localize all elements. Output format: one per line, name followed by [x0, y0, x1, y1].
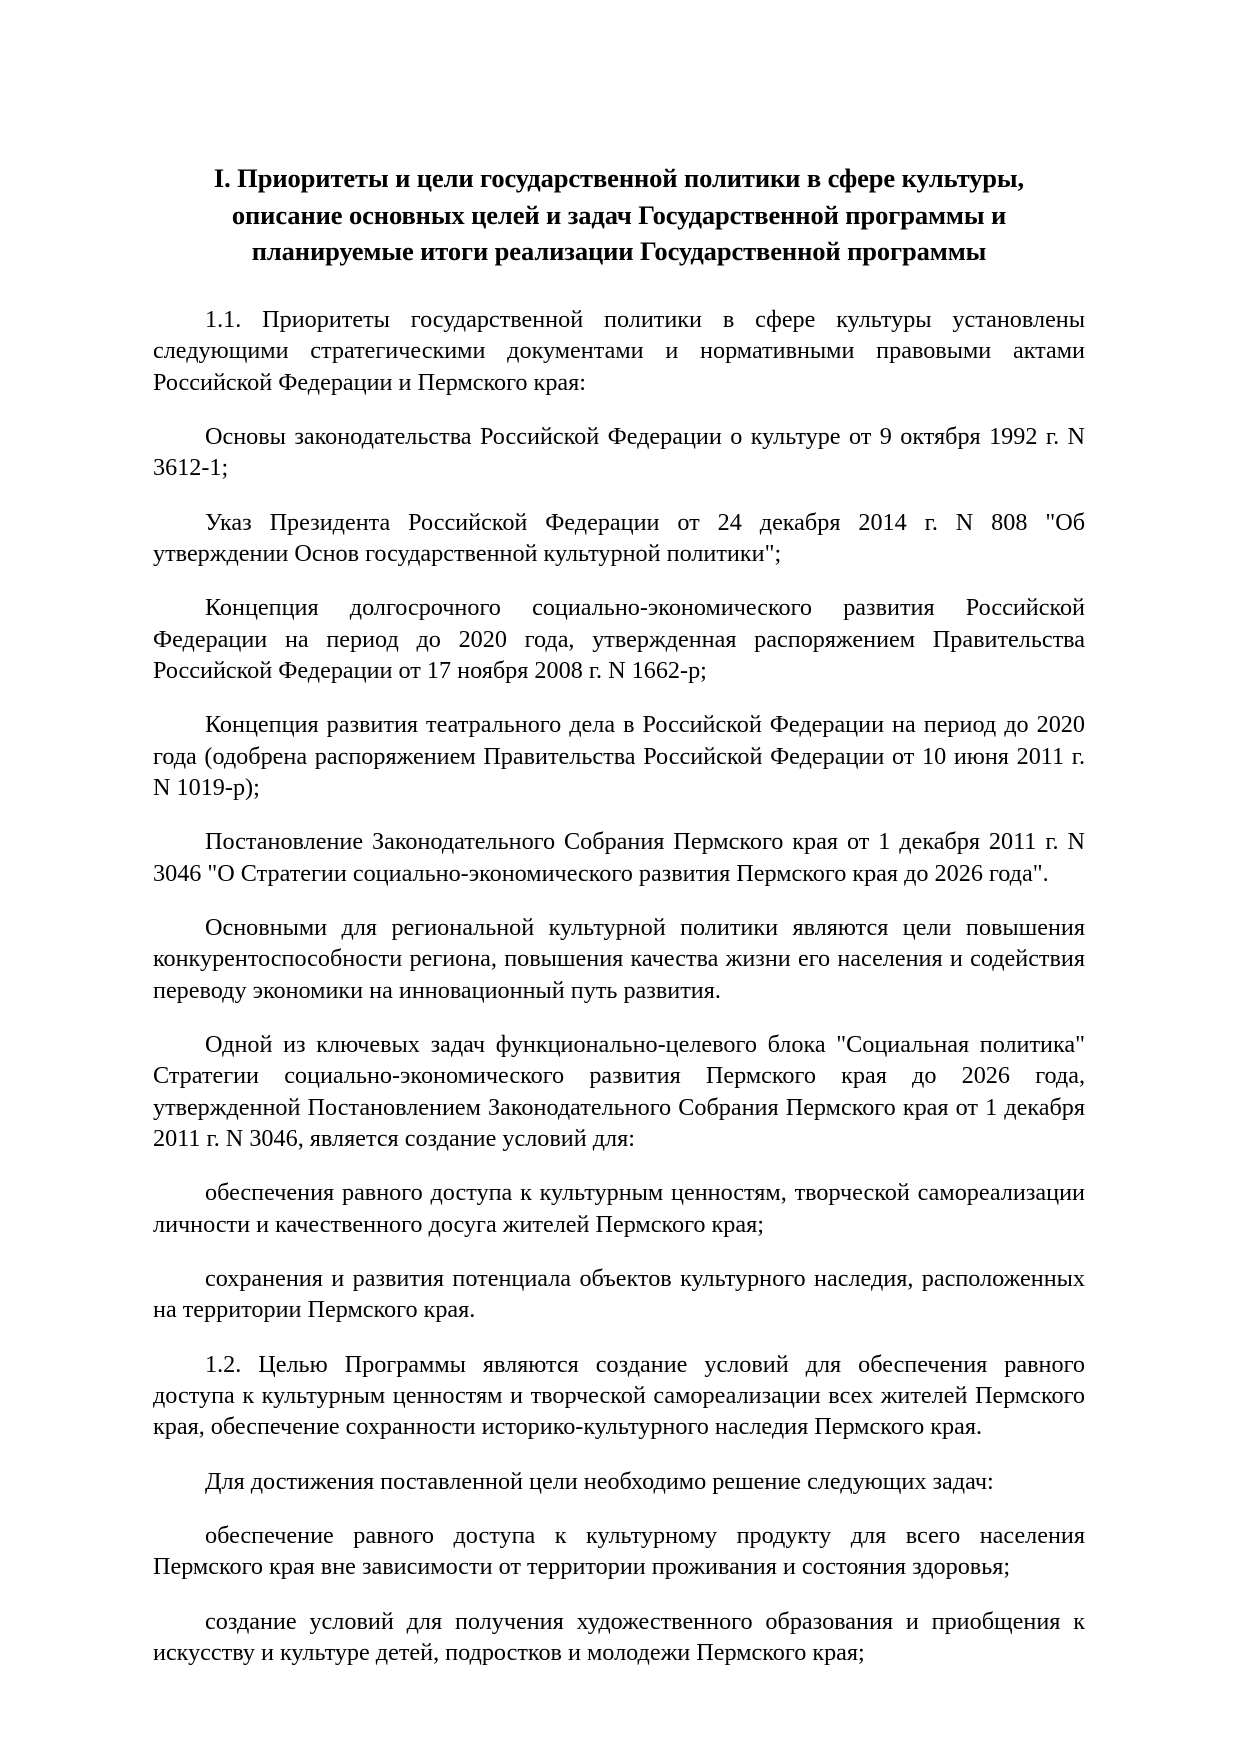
- paragraph-klyuchevaya-zadacha-strategii: Одной из ключевых задач функционально-целевого блока "Социальная политика" Стратегии социально-экономического развития Пермского края до 2026 года, утвержденной Постановлением Законодательного Собрания Пермского края от 1 декабря 2011 г. N 3046, является создание условий для:: [153, 1030, 1085, 1152]
- page-title: I. Приоритеты и цели государственной политики в сфере культуры, описание основных целей и задач Государственной программы и планируемые итоги реализации Государственной программы: [213, 163, 1025, 267]
- paragraph-osnovnye-celi-regionalnoy-politiki: Основными для региональной культурной политики являются цели повышения конкурентоспособности региона, повышения качества жизни его населения и содействия переводу экономики на инновационный путь развития.: [153, 913, 1085, 1004]
- paragraph-zadacha-hudozhestvennoe-obrazovanie: создание условий для получения художественного образования и приобщения к искусству и культуре детей, подростков и молодежи Пермского края;: [153, 1607, 1085, 1666]
- document-body: [153, 160, 1085, 1668]
- paragraph-obespecheniya-ravnogo-dostupa: обеспечения равного доступа к культурным ценностям, творческой самореализации личности и качественного досуга жителей Пермского края;: [153, 1179, 1085, 1238]
- paragraph-zadacha-ravnyy-dostup-produktu: обеспечение равного доступа к культурному продукту для всего населения Пермского края вне зависимости от территории проживания и состояния здоровья;: [153, 1521, 1085, 1581]
- paragraph-ukaz-prezidenta: Указ Президента Российской Федерации от 24 декабря 2014 г. N 808 "Об утверждении Основ государственной культурной политики";: [153, 508, 1085, 568]
- paragraph-koncepciya-dolgosrochnogo-razvitiya: Концепция долгосрочного социально-экономического развития Российской Федерации на период до 2020 года, утвержденная распоряжением Правительства Российской Федерации от 17 ноября 2008 г. N 1662-р;: [153, 594, 1085, 685]
- paragraph-koncepciya-teatralnogo-dela: Концепция развития театрального дела в Российской Федерации на период до 2020 года (одобрена распоряжением Правительства Российской Федерации от 10 июня 2011 г. N 1019-р);: [153, 711, 1085, 801]
- paragraph-sohraneniya-potenciala-naslediya: сохранения и развития потенциала объектов культурного наследия, расположенных на территории Пермского края.: [153, 1264, 1085, 1324]
- paragraph-priorities-intro: 1.1. Приоритеты государственной политики в сфере культуры установлены следующими стратегическими документами и нормативными правовыми актами Российской Федерации и Пермского края:: [153, 306, 1085, 396]
- paragraph-osnovy-zakonodatelstva: Основы законодательства Российской Федерации о культуре от 9 октября 1992 г. N 3612-1;: [153, 423, 1085, 482]
- paragraph-cel-programmy: 1.2. Целью Программы являются создание условий для обеспечения равного доступа к культурным ценностям и творческой самореализации всех жителей Пермского края, обеспечение сохранности историко-культурного наследия Пермского края.: [153, 1350, 1085, 1441]
- paragraph-postanovlenie-zaksobraniya: Постановление Законодательного Собрания Пермского края от 1 декабря 2011 г. N 3046 "О Стратегии социально-экономического развития Пермского края до 2026 года".: [153, 828, 1085, 887]
- paragraph-dlya-dostizheniya-celi: Для достижения поставленной цели необходимо решение следующих задач:: [205, 1467, 994, 1495]
